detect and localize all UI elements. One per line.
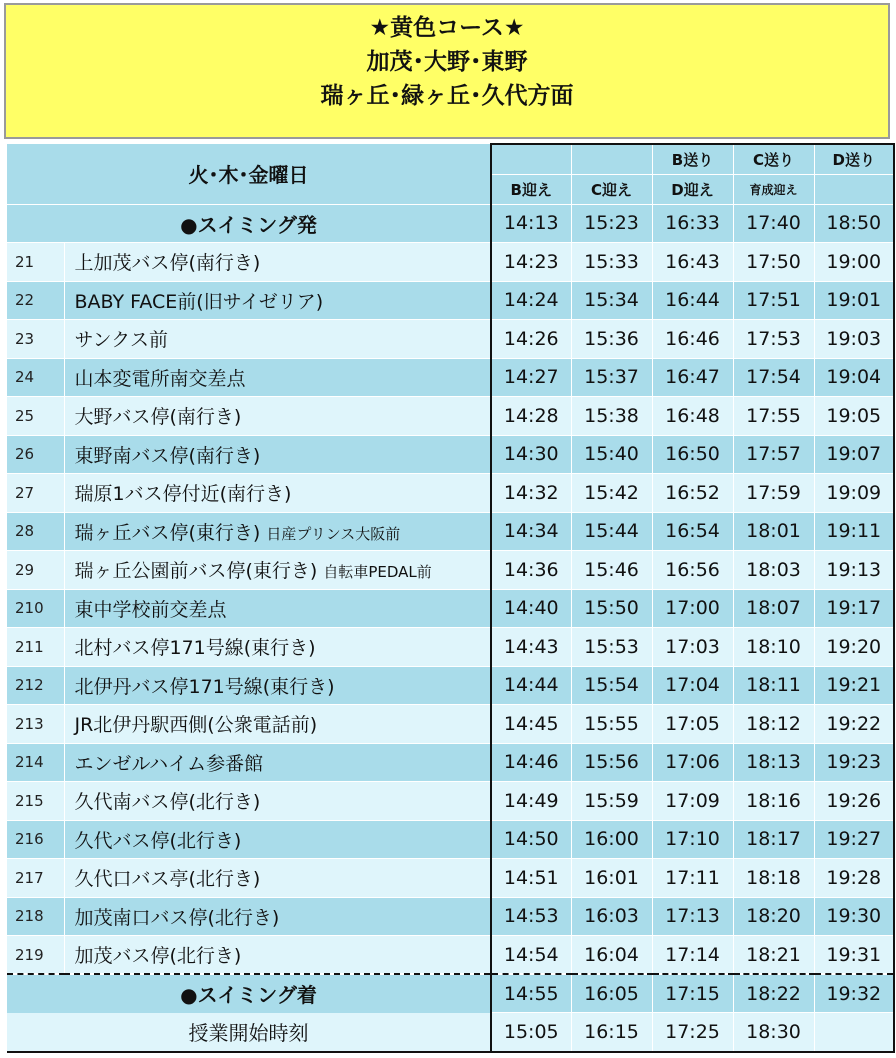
stop-number: 210 [7,589,64,628]
stop-number: 216 [7,820,64,859]
stop-name: 山本変電所南交差点 [74,367,246,390]
stop-time: 14:49 [491,782,571,821]
stop-number: 22 [7,281,64,320]
stop-name-cell [64,628,491,667]
stop-row [7,782,894,821]
header-col-4-top: C送り [733,144,814,174]
stop-time: 19:27 [814,820,894,859]
start-time-2: 15:23 [571,204,652,243]
stop-name-cell [64,666,491,705]
stop-name-cell [64,435,491,474]
arrival-row-label: ●スイミング着 [7,974,491,1013]
stop-time: 17:06 [652,743,733,782]
class-start-time: 16:15 [571,1013,652,1052]
stop-name-cell [64,358,491,397]
header-col-5-top: D送り [814,144,894,174]
stop-name-cell [64,243,491,282]
stop-row [7,435,894,474]
stop-time: 17:55 [733,397,814,436]
stop-name: 久代南バス停(北行き) [74,791,261,814]
stop-time: 14:43 [491,628,571,667]
stop-time: 19:04 [814,358,894,397]
stop-row [7,820,894,859]
stop-name: JR北伊丹駅西側(公衆電話前) [74,714,318,737]
stop-time: 15:33 [571,243,652,282]
class-start-time [814,1013,894,1052]
arrival-time: 19:32 [814,974,894,1013]
stop-number: 27 [7,474,64,513]
stop-time: 18:20 [733,897,814,936]
stop-time: 17:05 [652,705,733,744]
stop-time: 18:12 [733,705,814,744]
header-col-4-bottom: 育成迎え [733,174,814,204]
stop-time: 14:34 [491,512,571,551]
stop-number: 26 [7,435,64,474]
stop-time: 16:43 [652,243,733,282]
stop-time: 14:50 [491,820,571,859]
stop-time: 14:45 [491,705,571,744]
stop-name-cell [64,897,491,936]
arrival-time: 16:05 [571,974,652,1013]
stop-time: 15:50 [571,589,652,628]
stop-row [7,589,894,628]
start-row-label: ●スイミング発 [7,204,491,243]
stop-number: 217 [7,859,64,898]
stop-name: 瑞ヶ丘バス停(東行き) [74,521,261,544]
stop-name-cell [64,320,491,359]
stop-time: 18:10 [733,628,814,667]
stop-time: 14:26 [491,320,571,359]
stop-name-cell [64,743,491,782]
stop-name: 北伊丹バス停171号線(東行き) [74,675,335,698]
stop-time: 19:26 [814,782,894,821]
stop-number: 215 [7,782,64,821]
stop-time: 17:51 [733,281,814,320]
stop-landmark-note: 日産プリンス大阪前 [266,524,401,543]
stop-row [7,358,894,397]
stop-time: 15:59 [571,782,652,821]
stop-time: 14:51 [491,859,571,898]
stop-time: 14:53 [491,897,571,936]
class-start-time: 18:30 [733,1013,814,1052]
stop-time: 19:22 [814,705,894,744]
stop-time: 16:56 [652,551,733,590]
stop-name: サンクス前 [74,329,168,352]
header-col-2-bottom: C迎え [571,174,652,204]
stop-row [7,936,894,975]
stop-time: 16:52 [652,474,733,513]
stop-time: 19:28 [814,859,894,898]
stop-time: 17:53 [733,320,814,359]
stop-time: 19:05 [814,397,894,436]
start-time-4: 17:40 [733,204,814,243]
stop-name-cell [64,936,491,975]
course-area-line-2: 瑞ヶ丘･緑ヶ丘･久代方面 [320,83,574,109]
class-start-label: 授業開始時刻 [7,1013,491,1052]
stop-time: 14:32 [491,474,571,513]
stop-time: 15:56 [571,743,652,782]
stop-number: 25 [7,397,64,436]
start-time-3: 16:33 [652,204,733,243]
stop-time: 16:50 [652,435,733,474]
stop-time: 15:44 [571,512,652,551]
header-col-1-top [491,144,571,174]
stop-time: 16:48 [652,397,733,436]
stop-time: 14:54 [491,936,571,975]
stop-number: 211 [7,628,64,667]
stop-time: 18:01 [733,512,814,551]
stop-number: 21 [7,243,64,282]
stop-time: 19:07 [814,435,894,474]
stop-name-cell [64,474,491,513]
stop-time: 19:30 [814,897,894,936]
stop-time: 18:03 [733,551,814,590]
course-title-banner [4,3,890,139]
stop-time: 16:54 [652,512,733,551]
stop-time: 14:40 [491,589,571,628]
stop-time: 17:14 [652,936,733,975]
stop-number: 218 [7,897,64,936]
stop-number: 28 [7,512,64,551]
stop-name: 北村バス停171号線(東行き) [74,637,316,660]
stop-name-cell [64,820,491,859]
stop-time: 16:03 [571,897,652,936]
stop-name-cell [64,512,491,551]
stop-time: 15:37 [571,358,652,397]
stop-time: 15:54 [571,666,652,705]
stop-name-cell [64,281,491,320]
stop-time: 16:47 [652,358,733,397]
stop-number: 29 [7,551,64,590]
stop-row [7,320,894,359]
header-col-1-bottom: B迎え [491,174,571,204]
stop-number: 219 [7,936,64,975]
header-col-2-top [571,144,652,174]
stop-time: 17:13 [652,897,733,936]
stop-number: 214 [7,743,64,782]
header-col-3-bottom: D迎え [652,174,733,204]
stop-time: 15:46 [571,551,652,590]
stop-time: 14:23 [491,243,571,282]
stop-time: 17:04 [652,666,733,705]
stop-name: 加茂バス停(北行き) [74,945,242,967]
stop-time: 18:16 [733,782,814,821]
stop-time: 19:21 [814,666,894,705]
stop-time: 17:59 [733,474,814,513]
stop-time: 17:54 [733,358,814,397]
start-time-1: 14:13 [491,204,571,243]
stop-number: 212 [7,666,64,705]
stop-name: 東野南バス停(南行き) [74,444,261,467]
stop-number: 24 [7,358,64,397]
stop-time: 19:00 [814,243,894,282]
stop-name: 加茂南口バス停(北行き) [74,906,280,929]
stop-name: エンゼルハイム参番館 [74,752,264,775]
stop-time: 16:44 [652,281,733,320]
stop-time: 15:34 [571,281,652,320]
stop-time: 18:21 [733,936,814,975]
stop-time: 17:50 [733,243,814,282]
stop-time: 16:00 [571,820,652,859]
stop-time: 17:00 [652,589,733,628]
stop-time: 15:55 [571,705,652,744]
stop-row [7,281,894,320]
stop-name: 瑞原1バス停付近(南行き) [74,483,292,506]
class-start-time: 15:05 [491,1013,571,1052]
stop-name-cell [64,551,491,590]
stop-row [7,512,894,551]
stop-time: 14:36 [491,551,571,590]
class-start-row [7,1013,894,1052]
stop-name: 大野バス停(南行き) [74,406,242,429]
stop-time: 15:42 [571,474,652,513]
stop-time: 18:13 [733,743,814,782]
stop-row [7,705,894,744]
stop-time: 15:38 [571,397,652,436]
stop-name: BABY FACE前(旧サイゼリア) [74,290,324,313]
stop-row [7,628,894,667]
stop-time: 14:24 [491,281,571,320]
stop-time: 19:20 [814,628,894,667]
stop-row [7,397,894,436]
stop-time: 15:53 [571,628,652,667]
arrival-row [7,974,894,1013]
stop-name: 久代口バス亭(北行き) [74,868,261,891]
stop-time: 17:11 [652,859,733,898]
stop-row [7,474,894,513]
stop-name-cell [64,782,491,821]
stop-name: 久代バス停(北行き) [74,829,242,852]
stop-time: 19:31 [814,936,894,975]
stop-number: 213 [7,705,64,744]
course-area-line-1: 加茂･大野･東野 [366,49,528,75]
stop-time: 17:57 [733,435,814,474]
stop-time: 19:23 [814,743,894,782]
stop-landmark-note: 自転車PEDAL前 [323,563,432,582]
header-col-3-top: B送り [652,144,733,174]
stop-row [7,243,894,282]
stop-time: 15:36 [571,320,652,359]
stop-time: 19:03 [814,320,894,359]
stop-row [7,859,894,898]
stop-time: 19:17 [814,589,894,628]
stop-time: 17:09 [652,782,733,821]
stop-time: 16:46 [652,320,733,359]
stop-time: 14:30 [491,435,571,474]
stop-name: 瑞ヶ丘公園前バス停(東行き) [74,560,318,583]
stop-name: 上加茂バス停(南行き) [74,252,261,275]
course-title: ★黄色コース★ [369,15,525,41]
stop-row [7,666,894,705]
stop-name-cell [64,397,491,436]
stop-time: 16:01 [571,859,652,898]
start-row [7,204,894,243]
stop-time: 19:13 [814,551,894,590]
stop-number: 23 [7,320,64,359]
day-label: 火･木･金曜日 [7,144,491,204]
timetable-sheet [4,3,894,1055]
stop-time: 18:17 [733,820,814,859]
stop-time: 17:03 [652,628,733,667]
stop-name: 東中学校前交差点 [74,598,227,621]
arrival-time: 17:15 [652,974,733,1013]
schedule-table [7,143,895,1053]
stop-row [7,551,894,590]
stop-time: 19:01 [814,281,894,320]
stop-time: 14:27 [491,358,571,397]
stop-time: 17:10 [652,820,733,859]
stop-name-cell [64,705,491,744]
start-time-5: 18:50 [814,204,894,243]
header-col-5-bottom [814,174,894,204]
stop-time: 14:44 [491,666,571,705]
stop-time: 18:07 [733,589,814,628]
stop-time: 19:09 [814,474,894,513]
stop-time: 18:18 [733,859,814,898]
stop-row [7,743,894,782]
class-start-time: 17:25 [652,1013,733,1052]
stop-row [7,897,894,936]
arrival-time: 18:22 [733,974,814,1013]
stop-time: 19:11 [814,512,894,551]
arrival-time: 14:55 [491,974,571,1013]
stop-time: 15:40 [571,435,652,474]
stop-time: 14:28 [491,397,571,436]
stop-name-cell [64,589,491,628]
stop-time: 18:11 [733,666,814,705]
stop-time: 14:46 [491,743,571,782]
stop-name-cell [64,859,491,898]
stop-time: 16:04 [571,936,652,975]
